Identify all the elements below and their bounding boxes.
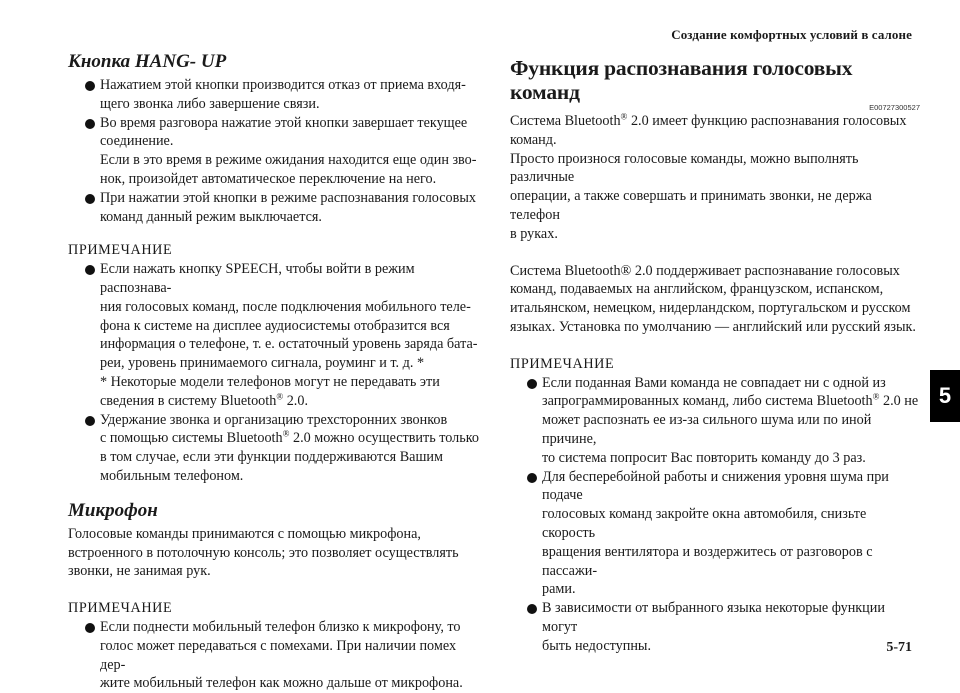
line: Голосовые команды принимаются с помощью микрофона, bbox=[68, 525, 421, 542]
line: Если поданная Вами команда не совпадает ни с одной из bbox=[542, 374, 886, 391]
text: 2.0 можно осуществить только bbox=[289, 430, 479, 447]
list-item bbox=[68, 411, 480, 486]
hangup-heading: Кнопка HANG- UP bbox=[68, 51, 227, 72]
line: реи, уровень принимаемого сигнала, роуминг и т. д. * bbox=[100, 355, 425, 372]
list-item bbox=[68, 618, 480, 693]
line: ния голосовых команд, после подключения мобильного теле- bbox=[100, 298, 471, 315]
bullet-icon bbox=[85, 265, 95, 275]
registered-mark: ® bbox=[282, 428, 290, 439]
line: голос может передаваться с помехами. При наличии помех дер- bbox=[100, 637, 457, 673]
line: информация о телефоне, т. е. остаточный уровень заряда бата- bbox=[100, 336, 478, 353]
line: в том случае, если эти функции поддерживаются Вашим bbox=[100, 449, 443, 466]
line: Просто произнося голосовые команды, можно выполнять различные bbox=[510, 150, 859, 186]
line: команд. bbox=[510, 131, 557, 148]
line: фона к системе на дисплее аудиосистемы отобразится вся bbox=[100, 317, 450, 334]
text: 2.0 имеет функцию распознавания голосовых bbox=[627, 113, 907, 129]
doc-code: E00727300527 bbox=[869, 103, 920, 112]
line: нок, произойдет автоматическое переключение на него. bbox=[100, 170, 437, 187]
text: запрограммированных команд, либо система Bluetooth bbox=[542, 393, 873, 410]
line bbox=[100, 392, 480, 411]
line: Система Bluetooth® 2.0 поддерживает распознавание голосовых bbox=[510, 262, 900, 279]
voice-paragraph-2 bbox=[510, 262, 920, 337]
registered-mark: ® bbox=[872, 391, 880, 402]
note-title: ПРИМЕЧАНИЕ bbox=[68, 242, 173, 259]
note2-bullets bbox=[68, 618, 480, 693]
line bbox=[542, 392, 920, 411]
line: При нажатии этой кнопки в режиме распознавания голосовых bbox=[100, 189, 476, 206]
bullet-icon bbox=[85, 416, 95, 426]
note-title: ПРИМЕЧАНИЕ bbox=[68, 600, 173, 617]
note1-bullets bbox=[68, 260, 480, 486]
line: щего звонка либо завершение связи. bbox=[100, 95, 320, 112]
line: соединение. bbox=[100, 133, 174, 150]
line: Для бесперебойной работы и снижения уровня шума при подаче bbox=[542, 468, 889, 504]
line: может распознать ее из-за сильного шума или по иной причине, bbox=[542, 412, 872, 447]
page-number: 5-71 bbox=[886, 640, 912, 655]
line: встроенного в потолочную консоль; это позволяет осуществлять bbox=[68, 544, 459, 561]
text: Система Bluetooth bbox=[510, 113, 621, 129]
line: мобильным телефоном. bbox=[100, 467, 244, 484]
list-item bbox=[510, 374, 920, 468]
right-note-bullets bbox=[510, 374, 920, 656]
line: жите мобильный телефон как можно дальше от микрофона. bbox=[100, 675, 463, 692]
list-item bbox=[68, 260, 480, 410]
line bbox=[100, 429, 480, 448]
hangup-bullets bbox=[68, 76, 480, 226]
line: итальянском, немецком, нидерландском, португальском и русском bbox=[510, 300, 911, 317]
registered-mark: ® bbox=[620, 111, 628, 122]
line: Если поднести мобильный телефон близко к микрофону, то bbox=[100, 618, 461, 635]
text: 2.0. bbox=[283, 392, 308, 409]
running-header: Создание комфортных условий в салоне bbox=[671, 27, 912, 42]
line: быть недоступны. bbox=[542, 637, 652, 654]
line: Нажатием этой кнопки производится отказ от приема входя- bbox=[100, 77, 466, 93]
list-item bbox=[68, 114, 480, 189]
text: сведения в систему Bluetooth bbox=[100, 392, 277, 409]
line: Если нажать кнопку SPEECH, чтобы войти в режим распознава- bbox=[100, 261, 415, 296]
line: В зависимости от выбранного языка некоторые функции могут bbox=[542, 600, 885, 635]
list-item bbox=[68, 189, 480, 227]
line: то система попросит Вас повторить команду до 3 раз. bbox=[542, 449, 866, 466]
bullet-icon bbox=[85, 194, 95, 204]
line: звонки, не занимая рук. bbox=[68, 563, 211, 580]
line: вращения вентилятора и воздержитесь от разговоров с пассажи- bbox=[542, 543, 873, 579]
line: команд, подаваемых на английском, французском, испанском, bbox=[510, 281, 884, 298]
bullet-icon bbox=[527, 604, 537, 614]
right-column bbox=[510, 56, 920, 656]
list-item bbox=[68, 76, 480, 114]
list-item bbox=[510, 468, 920, 600]
line: операции, а также совершать и принимать звонки, не держа телефон bbox=[510, 188, 872, 223]
voice-heading: Функция распознавания голосовых команд bbox=[510, 56, 853, 104]
line: рами. bbox=[542, 581, 576, 598]
line: в руках. bbox=[510, 225, 558, 242]
line: голосовых команд закройте окна автомобиля, снизьте скорость bbox=[542, 506, 867, 541]
note-title: ПРИМЕЧАНИЕ bbox=[510, 355, 615, 372]
line bbox=[510, 112, 920, 131]
voice-paragraph-1 bbox=[510, 112, 920, 244]
line: Во время разговора нажатие этой кнопки завершает текущее bbox=[100, 114, 468, 131]
registered-mark: ® bbox=[276, 391, 284, 402]
mic-heading: Микрофон bbox=[68, 499, 158, 521]
bullet-icon bbox=[527, 473, 537, 483]
list-item bbox=[510, 599, 920, 655]
line: * Некоторые модели телефонов могут не передавать эти bbox=[100, 373, 440, 390]
line: Если в это время в режиме ожидания находится еще один зво- bbox=[100, 152, 477, 169]
bullet-icon bbox=[85, 623, 95, 633]
line: команд данный режим выключается. bbox=[100, 208, 322, 225]
line: языках. Установка по умолчанию — английский или русский язык. bbox=[510, 318, 916, 335]
text: 2.0 не bbox=[879, 393, 919, 410]
chapter-tab: 5 bbox=[930, 370, 960, 422]
left-column bbox=[68, 51, 480, 693]
bullet-icon bbox=[527, 379, 537, 389]
line: Удержание звонка и организацию трехсторонних звонков bbox=[100, 411, 448, 428]
bullet-icon bbox=[85, 81, 95, 91]
text: с помощью системы Bluetooth bbox=[100, 430, 283, 447]
mic-paragraph bbox=[68, 525, 480, 581]
bullet-icon bbox=[85, 119, 95, 129]
